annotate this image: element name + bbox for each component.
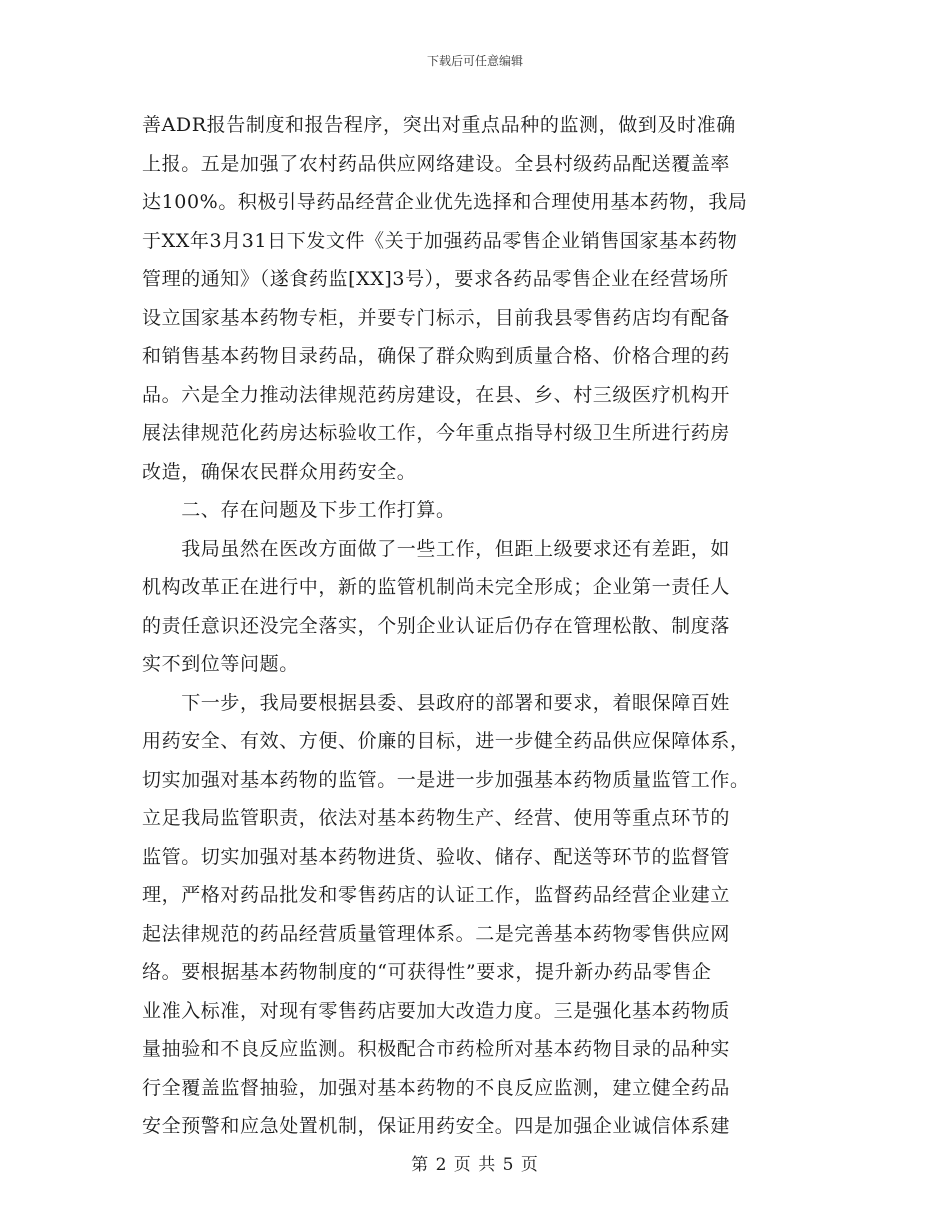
text-line: 机构改革正在进行中，新的监管机制尚未完全形成；企业第一责任人 (142, 576, 731, 598)
text-line: 络。要根据基本药物制度的“可获得性”要求，提升新办药品零售企 (142, 961, 712, 983)
document-body (142, 106, 810, 1146)
text-line: 切实加强对基本药物的监管。一是进一步加强基本药物质量监管工作。 (142, 768, 750, 791)
text-line: 安全预警和应急处置机制，保证用药安全。四是加强企业诚信体系建 (142, 1115, 731, 1137)
text-line: 的责任意识还没完全落实，个别企业认证后仍存在管理松散、制度落 (142, 614, 731, 637)
text-line: 起法律规范的药品经营质量管理体系。二是完善基本药物零售供应网 (142, 922, 731, 945)
text-line: 行全覆盖监督抽验，加强对基本药物的不良反应监测，建立健全药品 (142, 1076, 731, 1099)
text-line: 理，严格对药品批发和零售药店的认证工作，监督药品经营企业建立 (142, 884, 731, 906)
page-number: 第 2 页 共 5 页 (411, 1155, 539, 1175)
text-line: 下一步，我局要根据县委、县政府的部署和要求，着眼保障百姓 (142, 691, 731, 714)
text-line: 品。六是全力推动法律规范药房建设，在县、乡、村三级医疗机构开 (142, 383, 731, 406)
text-line: 用药安全、有效、方便、价廉的目标，进一步健全药品供应保障体系， (142, 730, 750, 752)
text-line: 业准入标准，对现有零售药店要加大改造力度。三是强化基本药物质 (142, 999, 731, 1022)
text-line: 改造，确保农民群众用药安全。 (142, 460, 417, 483)
text-line: 我局虽然在医改方面做了一些工作，但距上级要求还有差距，如 (142, 537, 731, 560)
text-line: 量抽验和不良反应监测。积极配合市药检所对基本药物目录的品种实 (142, 1038, 731, 1060)
text-line: 立足我局监管职责，依法对基本药物生产、经营、使用等重点环节的 (142, 807, 731, 829)
text-line: 和销售基本药物目录药品，确保了群众购到质量合格、价格合理的药 (142, 345, 731, 367)
text-line: 上报。五是加强了农村药品供应网络建设。全县村级药品配送覆盖率 (142, 152, 731, 175)
text-line: 监管。切实加强对基本药物进货、验收、储存、配送等环节的监督管 (142, 845, 731, 868)
text-line: 于XX年3月31日下发文件《关于加强药品零售企业销售国家基本药物 (142, 229, 738, 252)
text-line: 管理的通知》（遂食药监[XX]3号），要求各药品零售企业在经营场所 (142, 268, 729, 290)
section-heading: 二、存在问题及下步工作打算。 (142, 499, 456, 521)
text-line: 设立国家基本药物专柜，并要专门标示，目前我县零售药店均有配备 (142, 306, 731, 329)
text-line: 展法律规范化药房达标验收工作，今年重点指导村级卫生所进行药房 (142, 422, 731, 444)
text-line: 善ADR报告制度和报告程序，突出对重点品种的监测，做到及时准确 (142, 114, 736, 136)
text-line: 实不到位等问题。 (142, 653, 299, 675)
page-header: 下载后可任意编辑 (426, 54, 523, 68)
text-line: 达100%。积极引导药品经营企业优先选择和合理使用基本药物，我局 (142, 191, 748, 213)
